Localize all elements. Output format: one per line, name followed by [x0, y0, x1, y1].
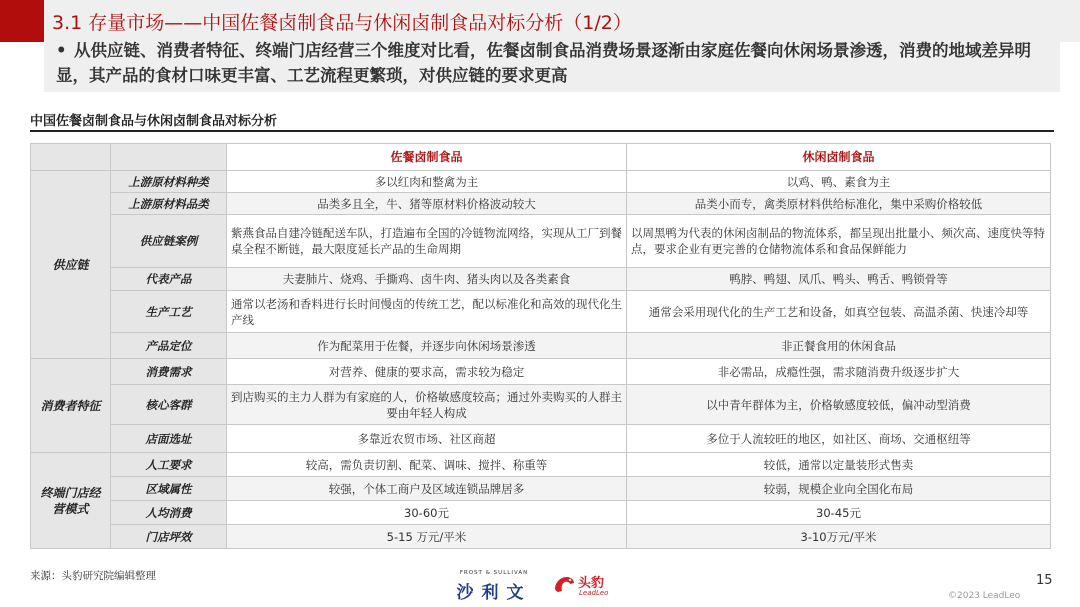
logo2-en-text: LeadLeo	[579, 589, 609, 597]
cell-a: 对营养、健康的要求高，需求较为稳定	[227, 359, 627, 385]
subtitle	[56, 38, 1056, 88]
title-accent-block	[0, 0, 44, 42]
cell-b: 以中青年群体为主，价格敏感度较低，偏冲动型消费	[627, 385, 1051, 425]
cell-b: 非正餐食用的休闲食品	[627, 333, 1051, 359]
comparison-table	[30, 143, 1051, 549]
table-row	[31, 333, 1051, 359]
table-row	[31, 268, 1051, 291]
cell-a: 多靠近农贸市场、社区商超	[227, 425, 627, 453]
table-row	[31, 385, 1051, 425]
dimension-label: 生产工艺	[111, 291, 227, 333]
section-divider	[30, 130, 1054, 132]
cell-b: 30-45元	[627, 501, 1051, 525]
dimension-label: 店面选址	[111, 425, 227, 453]
table-row	[31, 477, 1051, 501]
cell-b: 通常会采用现代化的生产工艺和设备，如真空包装、高温杀菌、快速冷却等	[627, 291, 1051, 333]
source-note: 来源：头豹研究院编辑整理	[30, 570, 156, 582]
logo2-cn-text: 头豹	[578, 576, 605, 591]
table-row	[31, 501, 1051, 525]
frost-sullivan-logo	[444, 570, 544, 603]
group-label: 消费者特征	[31, 359, 111, 453]
cell-b: 品类小而专，禽类原材料供给标准化，集中采购价格较低	[627, 193, 1051, 215]
title-bar	[0, 0, 1080, 42]
page-number: 15	[1036, 573, 1053, 588]
table-row	[31, 525, 1051, 549]
cell-a: 较高，需负责切割、配菜、调味、搅拌、称重等	[227, 453, 627, 477]
table-row	[31, 359, 1051, 385]
leopard-icon	[552, 572, 576, 596]
cell-b: 多位于人流较旺的地区，如社区、商场、交通枢纽等	[627, 425, 1051, 453]
dimension-label: 消费需求	[111, 359, 227, 385]
cell-a: 30-60元	[227, 501, 627, 525]
table-row	[31, 291, 1051, 333]
dimension-label: 产品定位	[111, 333, 227, 359]
table-row	[31, 193, 1051, 215]
cell-a: 通常以老汤和香料进行长时间慢卤的传统工艺，配以标准化和高效的现代化生产线	[227, 291, 627, 333]
dimension-label: 上游原材料种类	[111, 171, 227, 193]
bullet-point: •	[56, 41, 67, 60]
dimension-label: 人工要求	[111, 453, 227, 477]
dimension-label: 门店坪效	[111, 525, 227, 549]
cell-b: 非必需品，成瘾性强，需求随消费升级逐步扩大	[627, 359, 1051, 385]
cell-b: 鸭脖、鸭翅、凤爪、鸭头、鸭舌、鸭锁骨等	[627, 268, 1051, 291]
page-title: 3.1 存量市场——中国佐餐卤制食品与休闲卤制食品对标分析（1/2）	[52, 12, 632, 34]
table-row	[31, 215, 1051, 268]
dimension-label: 人均消费	[111, 501, 227, 525]
cell-a: 多以红肉和整禽为主	[227, 171, 627, 193]
table-section-title: 中国佐餐卤制食品与休闲卤制食品对标分析	[30, 114, 278, 129]
subtitle-text: 从供应链、消费者特征、终端门店经营三个维度对比看，佐餐卤制食品消费场景逐渐由家庭佐餐向休闲场景渗透，消费的地域差异明显，其产品的食材口味更丰富、工艺流程更繁琐，对供应链的要求更高	[56, 41, 1031, 85]
cell-a: 作为配菜用于佐餐，并逐步向休闲场景渗透	[227, 333, 627, 359]
dimension-label: 核心客群	[111, 385, 227, 425]
logo1-big-text: 沙利文	[456, 583, 532, 603]
cell-a: 较强，个体工商户及区域连锁品牌居多	[227, 477, 627, 501]
cell-a: 品类多且全，牛、猪等原材料价格波动较大	[227, 193, 627, 215]
header-dimension	[111, 144, 227, 171]
dimension-label: 供应链案例	[111, 215, 227, 268]
copyright: ©2023 LeadLeo	[948, 591, 1021, 601]
cell-a: 5-15 万元/平米	[227, 525, 627, 549]
dimension-label: 上游原材料品类	[111, 193, 227, 215]
cell-a: 到店购买的主力人群为有家庭的人，价格敏感度较高；通过外卖购买的人群主要由年轻人构成	[227, 385, 627, 425]
table-row	[31, 453, 1051, 477]
group-label: 终端门店经营模式	[31, 453, 111, 549]
logo1-small-text: FROST & SULLIVAN	[459, 570, 529, 576]
dimension-label: 区域属性	[111, 477, 227, 501]
cell-b: 较低，通常以定量装形式售卖	[627, 453, 1051, 477]
cell-a: 夫妻肺片、烧鸡、手撕鸡、卤牛肉、猪头肉以及各类素食	[227, 268, 627, 291]
header-corner	[31, 144, 111, 171]
cell-b: 以周黑鸭为代表的休闲卤制品的物流体系，都呈现出批量小、频次高、速度快等特点，要求企业有更完善的仓储物流体系和食品保鲜能力	[627, 215, 1051, 268]
table-header-row	[31, 144, 1051, 171]
group-label: 供应链	[31, 171, 111, 359]
leadleo-logo	[552, 572, 622, 602]
cell-b: 较弱，规模企业向全国化布局	[627, 477, 1051, 501]
header-col-a: 佐餐卤制食品	[227, 144, 627, 171]
cell-a: 紫燕食品自建冷链配送车队，打造遍布全国的冷链物流网络，实现从工厂到餐桌全程不断链，最大限度延长产品的生命周期	[227, 215, 627, 268]
header-col-b: 休闲卤制食品	[627, 144, 1051, 171]
table-row	[31, 425, 1051, 453]
dimension-label: 代表产品	[111, 268, 227, 291]
cell-b: 以鸡、鸭、素食为主	[627, 171, 1051, 193]
cell-b: 3-10万元/平米	[627, 525, 1051, 549]
table-row	[31, 171, 1051, 193]
